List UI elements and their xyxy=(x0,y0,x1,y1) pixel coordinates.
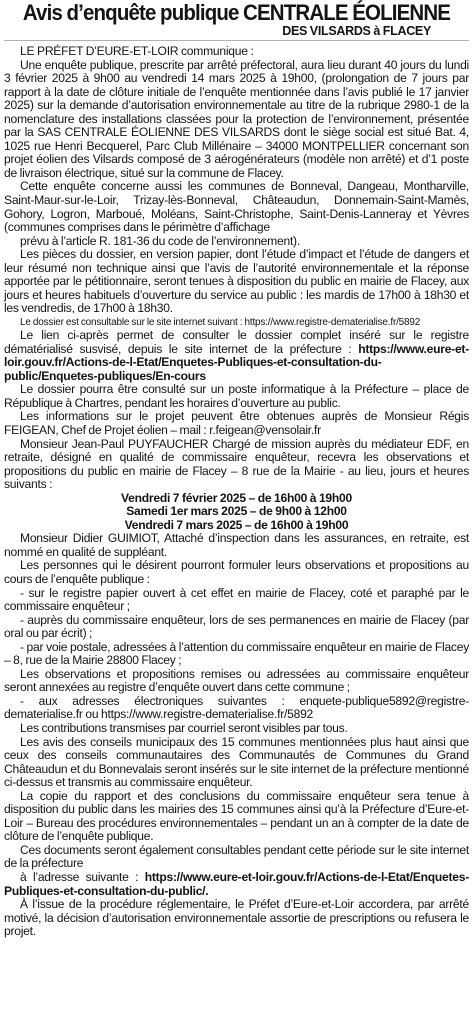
permanence-dates xyxy=(4,492,469,533)
paragraph-annexed: Les observations et propositions remises ou adressées au commissaire enquêteur seront annexées au registre d’enquête ouvert dans cette commune ; xyxy=(4,666,469,695)
paragraph-communes: Cette enquête concerne aussi les communes de Bonneval, Dangeau, Montharville, Saint-Maur-sur-le-Loir, Trizay-lès-Bonneval, Châteaudun, Donnemain-Saint-Mamès, Gohory, Logron, Marboué, Moléans, Saint-Christophe, Saint-Denis-Lanneray et Yèvres (communes comprises dans le périmètre d’affichage xyxy=(4,179,469,235)
notice-title: Avis d’enquête publique CENTRALE ÉOLIENNE xyxy=(22,0,451,25)
paragraph-dossier-online: Le dossier est consultable sur le site internet suivant : https://www.registre-dematerialise.fr/5892 xyxy=(20,316,421,328)
paragraph-documents-online: Ces documents seront également consultables pendant cette période sur le site internet de la préfecture xyxy=(4,842,469,871)
paragraph-email-visibility: Les contributions transmises par courriel seront visibles par tous. xyxy=(20,721,348,735)
paragraph-observations-intro: Les personnes qui le désirent pourront formuler leurs observations et propositions au cours de l’enquête publique : xyxy=(4,558,469,586)
prefecture-dossier-link[interactable]: https://www.eure-et-loir.gouv.fr/Actions-de-l-Etat/Enquetes-Publiques-et-consultation-du-public/Enquetes-publiques/En-cours xyxy=(4,341,469,383)
paragraph-communes-article: prévu à l’article R. 181-36 du code de l’environnement). xyxy=(20,233,300,248)
permanence-date-2: Samedi 1er mars 2025 – de 9h00 à 12h00 xyxy=(126,504,347,519)
permanence-date-3: Vendredi 7 mars 2025 – de 16h00 à 19h00 xyxy=(124,517,349,532)
list-item-paper-register: - sur le registre papier ouvert à cet effet en mairie de Flacey, coté et paraphé par le commissaire enquêteur ; xyxy=(4,585,469,614)
paragraph-computer-station: Le dossier pourra être consulté sur un poste informatique à la Préfecture – place de République à Chartres, pendant les horaires d’ouverture au public. xyxy=(4,382,469,410)
address-link-intro: à l’adresse suivante : xyxy=(20,870,145,885)
paragraph-project-contact: Les informations sur le projet peuvent être obtenues auprès de Monsieur Régis FEIGEAN, Chef de Projet éolien – mail : r.feigean@vensolair.fr xyxy=(4,409,469,437)
paragraph-substitute: Monsieur Didier GUIMIOT, Attaché d’inspection dans les assurances, en retraite, est nommé en qualité de suppléant. xyxy=(4,531,469,559)
paragraph-decision: À l’issue de la procédure réglementaire, le Préfet d’Eure-et-Loir accordera, par arrêté motivé, la décision d’autorisation environnementale assortie de prescriptions ou refusera le projet. xyxy=(4,897,469,939)
notice-subtitle: DES VILSARDS à FLACEY xyxy=(282,24,431,38)
prefecture-link-intro: Le lien ci-après permet de consulter le dossier complet inséré sur le registre dématérialisé susvisé, depuis le site internet de la préfecture : xyxy=(4,328,469,356)
paragraph-report-copy: La copie du rapport et des conclusions du commissaire enquêteur sera tenue à disposition du public dans les mairies des 15 communes ainsi qu’à la Préfecture d’Eure-et-Loir – Bureau des procédures environnementales – pendant un an à compter de la date de clôture de l’enquête publique. xyxy=(4,788,469,844)
paragraph-prefecture-link xyxy=(4,329,469,383)
prefect-line: LE PRÉFET D’EURE-ET-LOIR communique : xyxy=(20,44,254,58)
prefecture-consultation-link[interactable]: https://www.eure-et-loir.gouv.fr/Actions-de-l-Etat/Enquetes-Publiques-et-consultation-du-public/. xyxy=(4,870,469,898)
public-notice xyxy=(4,0,469,939)
paragraph-dossier-paper: Les pièces du dossier, en version papier, dont l’étude d’impact et l’étude de dangers et leur résumé non technique ainsi que l’avis de l’autorité environnementale et la réponse apportée par le pétitionnaire, seront tenues à disposition du public en mairie de Flacey, aux jours et heures habituels d’ouverture du service au public : les mardis de 17h00 à 18h30 et les vendredis, de 17h00 à 18h30. xyxy=(4,247,469,316)
paragraph-address-link xyxy=(4,871,469,898)
title-divider xyxy=(4,40,469,41)
permanence-date-1: Vendredi 7 février 2025 – de 16h00 à 19h00 xyxy=(120,490,352,505)
paragraph-inquiry-dates: Une enquête publique, prescrite par arrêté préfectoral, aura lieu durant 40 jours du lundi 3 février 2025 à 9h00 au vendredi 14 mars 2025 à 19h00, (prolongation de 7 jours par rapport à la date de clôture initiale de l’enquête mentionnée dans l’avis publié le 17 janvier 2025) sur la demande d’autorisation environnementale au titre de la rubrique 2980-1 de la nomenclature des installations classées pour la protection de l’environnement, présentée par la SAS CENTRALE ÉOLIENNE DES VILSARDS dont le siège social est situé Bat. 4, 1025 rue Henri Becquerel, Parc Club Millénaire – 34000 MONTPELLIER concernant son projet éolien des Vilsards composé de 3 aérogénérateurs (modèle non arrêté) et d’1 poste de livraison électrique, situé sur la commune de Flacey. xyxy=(4,57,469,180)
list-item-in-person: - auprès du commissaire enquêteur, lors de ses permanences en mairie de Flacey (par oral ou par écrit) ; xyxy=(4,612,469,641)
paragraph-council-opinions: Les avis des conseils municipaux des 15 communes mentionnées plus haut ainsi que ceux des conseils communautaires des Communautés de Communes du Grand Châteaudun et du Bonnevalais seront insérés sur le site internet de la préfecture mentionné ci-dessus et transmis au commissaire enquêteur. xyxy=(4,734,469,790)
list-item-email: - aux adresses électroniques suivantes : enquete-publique5892@registre-dematerialise.fr ou https://www.registre-dematerialise.fr/5892 xyxy=(4,693,469,722)
list-item-postal: - par voie postale, adressées à l’attention du commissaire enquêteur en mairie de Flacey – 8, rue de la Mairie 28800 Flacey ; xyxy=(4,639,469,668)
paragraph-commissioner: Monsieur Jean-Paul PUYFAUCHER Chargé de mission auprès du médiateur EDF, en retraite, désigné en qualité de commissaire enquêteur, recevra les observations et propositions du public en mairie de Flacey – 8 rue de la Mairie - au lieu, jours et heures suivants : xyxy=(4,436,469,492)
